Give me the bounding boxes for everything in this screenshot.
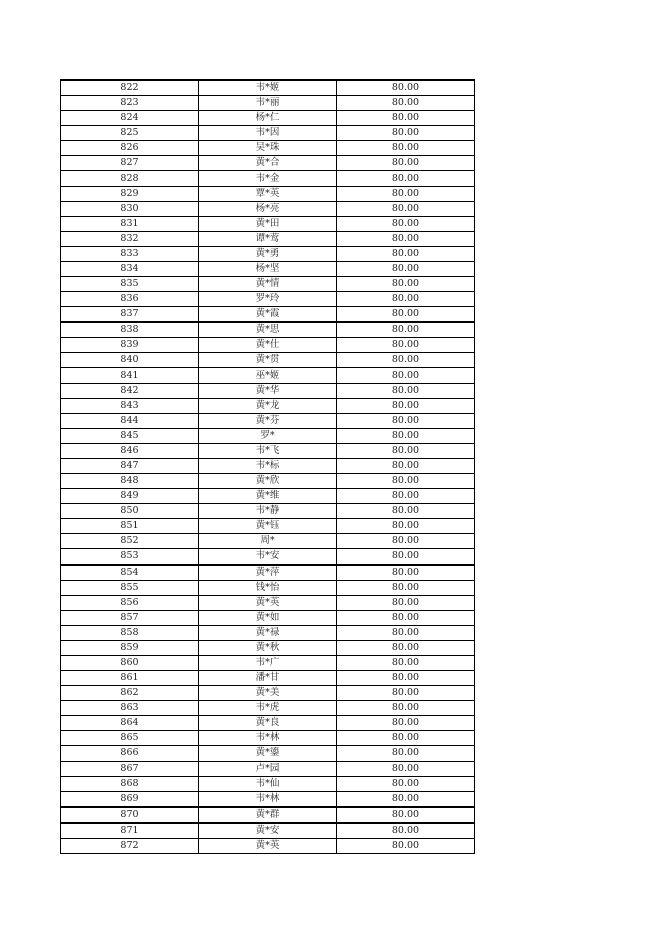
table-row [61, 610, 475, 625]
amount-cell: 80.00 [337, 111, 475, 126]
row-number-cell: 862 [61, 686, 199, 701]
row-number-cell: 832 [61, 231, 199, 246]
name-cell: 吴*珠 [199, 141, 337, 156]
row-number-cell: 843 [61, 398, 199, 413]
table-row [61, 504, 475, 519]
name-cell: 黄*如 [199, 610, 337, 625]
row-number-cell: 848 [61, 474, 199, 489]
row-number-cell: 835 [61, 277, 199, 292]
row-number-cell: 855 [61, 580, 199, 595]
table-row [61, 640, 475, 655]
amount-cell: 80.00 [337, 201, 475, 216]
table-row [61, 277, 475, 292]
row-number-cell: 826 [61, 141, 199, 156]
name-cell: 黄*霞 [199, 307, 337, 323]
name-cell: 黄*群 [199, 807, 337, 823]
name-cell: 韦*丽 [199, 96, 337, 111]
name-cell: 韦*安 [199, 549, 337, 565]
amount-cell: 80.00 [337, 489, 475, 504]
amount-cell: 80.00 [337, 549, 475, 565]
table-row [61, 413, 475, 428]
table-row [61, 671, 475, 686]
table-row [61, 261, 475, 276]
name-cell: 韦*标 [199, 458, 337, 473]
row-number-cell: 834 [61, 261, 199, 276]
table-row [61, 746, 475, 761]
table-row [61, 141, 475, 156]
name-cell: 韦*静 [199, 504, 337, 519]
name-cell: 罗*玲 [199, 292, 337, 307]
row-number-cell: 844 [61, 413, 199, 428]
amount-cell: 80.00 [337, 398, 475, 413]
name-cell: 黄*贯 [199, 353, 337, 368]
table-row [61, 838, 475, 853]
amount-cell: 80.00 [337, 838, 475, 853]
row-number-cell: 869 [61, 791, 199, 807]
name-cell: 黄*龙 [199, 398, 337, 413]
amount-cell: 80.00 [337, 383, 475, 398]
row-number-cell: 872 [61, 838, 199, 853]
amount-cell: 80.00 [337, 519, 475, 534]
name-cell: 黄*美 [199, 686, 337, 701]
row-number-cell: 864 [61, 716, 199, 731]
name-cell: 韦*林 [199, 731, 337, 746]
amount-cell: 80.00 [337, 655, 475, 670]
table-row [61, 519, 475, 534]
amount-cell: 80.00 [337, 186, 475, 201]
row-number-cell: 866 [61, 746, 199, 761]
row-number-cell: 831 [61, 216, 199, 231]
row-number-cell: 865 [61, 731, 199, 746]
name-cell: 杨*坚 [199, 261, 337, 276]
row-number-cell: 871 [61, 823, 199, 839]
amount-cell: 80.00 [337, 791, 475, 807]
amount-cell: 80.00 [337, 807, 475, 823]
amount-cell: 80.00 [337, 731, 475, 746]
row-number-cell: 825 [61, 126, 199, 141]
table-row [61, 231, 475, 246]
amount-cell: 80.00 [337, 443, 475, 458]
table-row [61, 761, 475, 776]
table-row [61, 216, 475, 231]
row-number-cell: 861 [61, 671, 199, 686]
table-row [61, 126, 475, 141]
amount-cell: 80.00 [337, 216, 475, 231]
name-cell: 黄*华 [199, 383, 337, 398]
table-row [61, 655, 475, 670]
amount-cell: 80.00 [337, 474, 475, 489]
table-row [61, 595, 475, 610]
amount-cell: 80.00 [337, 761, 475, 776]
row-number-cell: 833 [61, 246, 199, 261]
table-row [61, 580, 475, 595]
name-cell: 韦*金 [199, 171, 337, 186]
name-cell: 黄*鎏 [199, 746, 337, 761]
table-row [61, 246, 475, 261]
amount-cell: 80.00 [337, 776, 475, 791]
row-number-cell: 830 [61, 201, 199, 216]
row-number-cell: 845 [61, 428, 199, 443]
row-number-cell: 851 [61, 519, 199, 534]
amount-cell: 80.00 [337, 534, 475, 549]
row-number-cell: 840 [61, 353, 199, 368]
name-cell: 黄*芬 [199, 413, 337, 428]
table-row [61, 368, 475, 383]
amount-cell: 80.00 [337, 504, 475, 519]
row-number-cell: 868 [61, 776, 199, 791]
amount-cell: 80.00 [337, 156, 475, 171]
name-cell: 黄*思 [199, 322, 337, 338]
table-row [61, 625, 475, 640]
name-cell: 黄*良 [199, 716, 337, 731]
row-number-cell: 858 [61, 625, 199, 640]
row-number-cell: 856 [61, 595, 199, 610]
name-cell: 黄*维 [199, 489, 337, 504]
table-row [61, 307, 475, 323]
amount-cell: 80.00 [337, 322, 475, 338]
row-number-cell: 836 [61, 292, 199, 307]
amount-cell: 80.00 [337, 823, 475, 839]
table-row [61, 791, 475, 807]
row-number-cell: 852 [61, 534, 199, 549]
row-number-cell: 854 [61, 565, 199, 581]
row-number-cell: 849 [61, 489, 199, 504]
table-row [61, 398, 475, 413]
table-row [61, 565, 475, 581]
table-row [61, 322, 475, 338]
table-row [61, 474, 475, 489]
table-row [61, 458, 475, 473]
amount-cell: 80.00 [337, 80, 475, 96]
row-number-cell: 823 [61, 96, 199, 111]
amount-cell: 80.00 [337, 458, 475, 473]
amount-cell: 80.00 [337, 640, 475, 655]
amount-cell: 80.00 [337, 246, 475, 261]
amount-cell: 80.00 [337, 171, 475, 186]
name-cell: 卢*园 [199, 761, 337, 776]
row-number-cell: 829 [61, 186, 199, 201]
table-row [61, 80, 475, 96]
row-number-cell: 846 [61, 443, 199, 458]
name-cell: 韦*广 [199, 655, 337, 670]
row-number-cell: 860 [61, 655, 199, 670]
row-number-cell: 824 [61, 111, 199, 126]
amount-cell: 80.00 [337, 368, 475, 383]
table-row [61, 807, 475, 823]
table-row [61, 292, 475, 307]
row-number-cell: 841 [61, 368, 199, 383]
amount-cell: 80.00 [337, 96, 475, 111]
name-cell: 黄*英 [199, 838, 337, 853]
name-cell: 黄*合 [199, 156, 337, 171]
amount-cell: 80.00 [337, 277, 475, 292]
row-number-cell: 863 [61, 701, 199, 716]
amount-cell: 80.00 [337, 231, 475, 246]
table-row [61, 701, 475, 716]
name-cell: 黄*禄 [199, 625, 337, 640]
amount-cell: 80.00 [337, 261, 475, 276]
amount-cell: 80.00 [337, 671, 475, 686]
amount-cell: 80.00 [337, 353, 475, 368]
name-cell: 罗* [199, 428, 337, 443]
name-cell: 韦*仙 [199, 776, 337, 791]
table-row [61, 156, 475, 171]
name-cell: 韦*林 [199, 791, 337, 807]
amount-cell: 80.00 [337, 292, 475, 307]
amount-cell: 80.00 [337, 686, 475, 701]
row-number-cell: 859 [61, 640, 199, 655]
table-row [61, 353, 475, 368]
row-number-cell: 850 [61, 504, 199, 519]
name-cell: 巫*姬 [199, 368, 337, 383]
name-cell: 黄*安 [199, 823, 337, 839]
row-number-cell: 828 [61, 171, 199, 186]
row-number-cell: 842 [61, 383, 199, 398]
amount-cell: 80.00 [337, 126, 475, 141]
name-cell: 黄*勇 [199, 246, 337, 261]
row-number-cell: 853 [61, 549, 199, 565]
name-cell: 黄*秋 [199, 640, 337, 655]
table-row [61, 383, 475, 398]
table-row [61, 776, 475, 791]
table-body [61, 80, 475, 853]
name-cell: 韦*姬 [199, 80, 337, 96]
amount-cell: 80.00 [337, 338, 475, 353]
amount-cell: 80.00 [337, 610, 475, 625]
amount-cell: 80.00 [337, 701, 475, 716]
table-row [61, 171, 475, 186]
amount-cell: 80.00 [337, 141, 475, 156]
amount-cell: 80.00 [337, 746, 475, 761]
name-cell: 黄*情 [199, 277, 337, 292]
table-row [61, 534, 475, 549]
name-cell: 谭*莺 [199, 231, 337, 246]
data-table [60, 79, 475, 854]
table-row [61, 96, 475, 111]
amount-cell: 80.00 [337, 595, 475, 610]
row-number-cell: 827 [61, 156, 199, 171]
name-cell: 韦*飞 [199, 443, 337, 458]
name-cell: 黄*欣 [199, 474, 337, 489]
name-cell: 周* [199, 534, 337, 549]
table-row [61, 428, 475, 443]
name-cell: 覃*英 [199, 186, 337, 201]
name-cell: 黄*萍 [199, 565, 337, 581]
row-number-cell: 838 [61, 322, 199, 338]
table-row [61, 716, 475, 731]
name-cell: 杨*仁 [199, 111, 337, 126]
amount-cell: 80.00 [337, 413, 475, 428]
amount-cell: 80.00 [337, 716, 475, 731]
row-number-cell: 870 [61, 807, 199, 823]
row-number-cell: 837 [61, 307, 199, 323]
row-number-cell: 857 [61, 610, 199, 625]
name-cell: 钱*怡 [199, 580, 337, 595]
table-row [61, 338, 475, 353]
amount-cell: 80.00 [337, 307, 475, 323]
table-row [61, 111, 475, 126]
name-cell: 杨*亮 [199, 201, 337, 216]
row-number-cell: 847 [61, 458, 199, 473]
name-cell: 潘*甘 [199, 671, 337, 686]
table-row [61, 201, 475, 216]
name-cell: 韦*虎 [199, 701, 337, 716]
row-number-cell: 867 [61, 761, 199, 776]
table-row [61, 489, 475, 504]
amount-cell: 80.00 [337, 580, 475, 595]
name-cell: 韦*因 [199, 126, 337, 141]
table-row [61, 823, 475, 839]
amount-cell: 80.00 [337, 428, 475, 443]
table-row [61, 186, 475, 201]
table-row [61, 443, 475, 458]
amount-cell: 80.00 [337, 565, 475, 581]
name-cell: 黄*英 [199, 595, 337, 610]
row-number-cell: 822 [61, 80, 199, 96]
table-row [61, 731, 475, 746]
name-cell: 黄*仕 [199, 338, 337, 353]
row-number-cell: 839 [61, 338, 199, 353]
table-row [61, 686, 475, 701]
table-row [61, 549, 475, 565]
name-cell: 黄*钰 [199, 519, 337, 534]
amount-cell: 80.00 [337, 625, 475, 640]
name-cell: 黄*田 [199, 216, 337, 231]
